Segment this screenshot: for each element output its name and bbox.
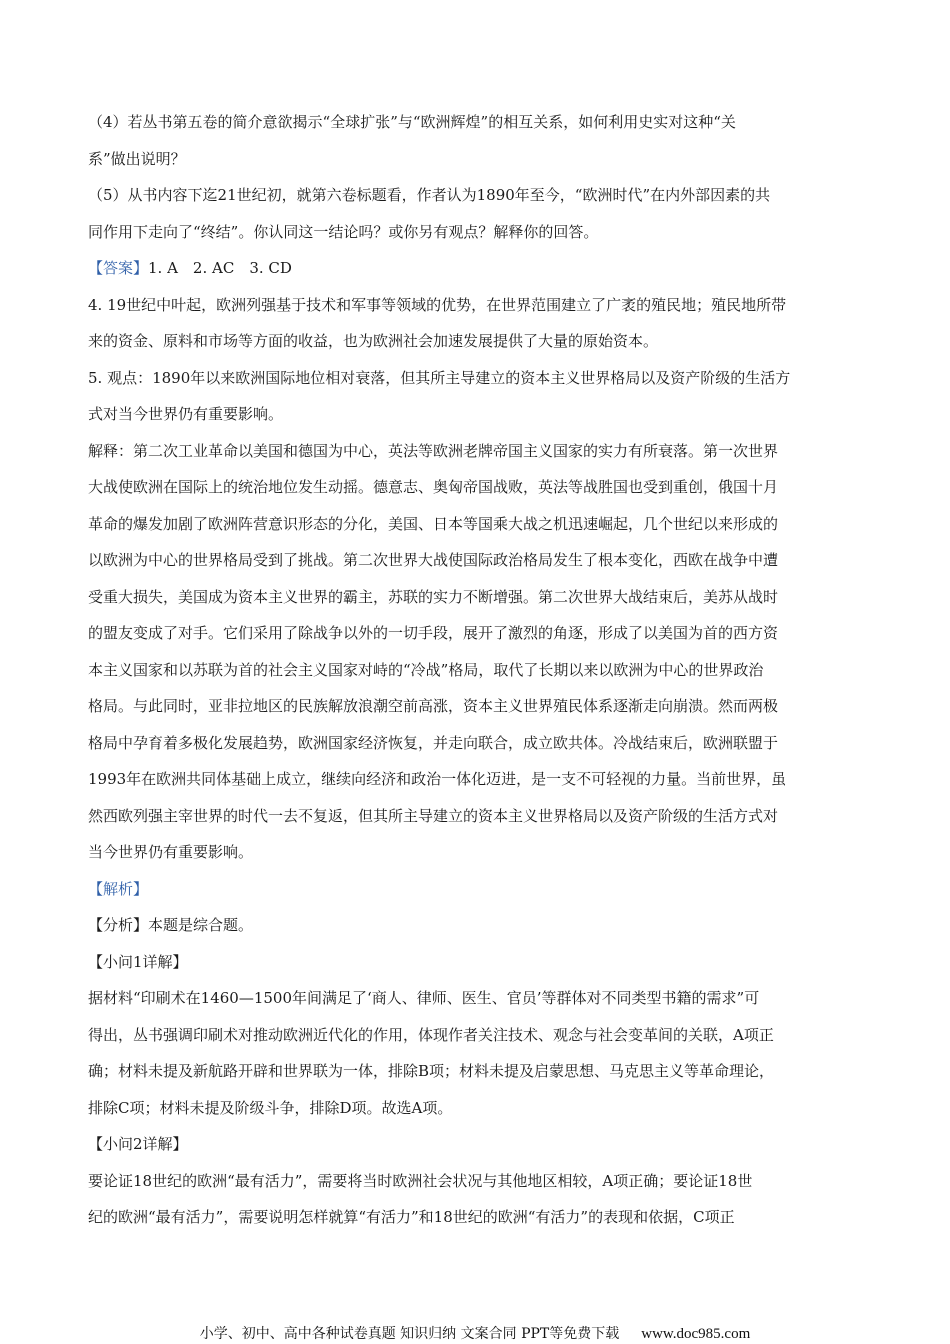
subquestion-2-heading: 【小问2详解】 <box>88 1135 188 1153</box>
answer-5-explain-line: 格局。与此同时，亚非拉地区的民族解放浪潮空前高涨，资本主义世界殖民体系逐渐走向崩溃。然而两极 <box>88 697 779 715</box>
question-5-line-1: （5）从书内容下迄21世纪初，就第六卷标题看，作者认为1890年至今，“欧洲时代”在内外部因素的共 <box>88 186 771 204</box>
document-body <box>88 104 864 1236</box>
answer-line <box>88 250 864 287</box>
answer-5-explain-line: 格局中孕育着多极化发展趋势，欧洲国家经济恢复，并走向联合，成立欧共体。冷战结束后，欧洲联盟于 <box>88 733 779 752</box>
answer-5-explain-line: 以欧洲为中心的世界格局受到了挑战。第二次世界大战使国际政治格局发生了根本变化，西欧在战争中遭 <box>88 551 779 569</box>
question-4-line-2: 系”做出说明？ <box>88 149 186 168</box>
subquestion-1-heading: 【小问1详解】 <box>88 952 188 971</box>
answer-5-explain-line: 的盟友变成了对手。它们采用了除战争以外的一切手段，展开了激烈的角逐，形成了以美国为首的西方资 <box>88 624 779 642</box>
subquestion-1-line: 排除C项；材料未提及阶级斗争，排除D项。故选A项。 <box>88 1098 453 1117</box>
analysis-tag: 【解析】 <box>88 879 149 898</box>
page-footer <box>0 1323 950 1343</box>
answer-5-explain-line: 然西欧列强主宰世界的时代一去不复返，但其所主导建立的资本主义世界格局以及资产阶级的生活方式对 <box>88 806 779 825</box>
answer-5-explain-line: 解释：第二次工业革命以美国和德国为中心，英法等欧洲老牌帝国主义国家的实力有所衰落。第一次世界 <box>88 441 779 460</box>
question-4-line-1: （4）若丛书第五卷的简介意欲揭示“全球扩张”与“欧洲辉煌”的相互关系，如何利用史实对这种“关 <box>88 113 736 131</box>
answer-5-explain-line: 革命的爆发加剧了欧洲阵营意识形态的分化，美国、日本等国乘大战之机迅速崛起，几个世纪以来形成的 <box>88 514 779 533</box>
answer-4-line: 来的资金、原料和市场等方面的收益，也为欧洲社会加速发展提供了大量的原始资本。 <box>88 332 659 350</box>
subquestion-1-line: 得出，丛书强调印刷术对推动欧洲近代化的作用，体现作者关注技术、观念与社会变革间的关联，A项正 <box>88 1025 774 1044</box>
answer-5-explain-line: 受重大损失，美国成为资本主义世界的霸主，苏联的实力不断增强。第二次世界大战结束后，美苏从战时 <box>88 587 779 606</box>
answer-tag: 【答案】 <box>88 259 149 277</box>
footer-url[interactable]: www.doc985.com <box>641 1326 751 1342</box>
answer-multiple-choice: 1. A 2. AC 3. CD <box>148 259 292 277</box>
answer-5-view-line: 式对当今世界仍有重要影响。 <box>88 405 284 423</box>
subquestion-1-line: 据材料“印刷术在1460—1500年间满足了‘商人、律师、医生、官员’等群体对不同类型书籍的需求”可 <box>88 989 760 1007</box>
answer-5-explain-line: 大战使欧洲在国际上的统治地位发生动摇。德意志、奥匈帝国战败，英法等战胜国也受到重创，俄国十月 <box>88 478 779 496</box>
subquestion-2-line: 要论证18世纪的欧洲“最有活力”，需要将当时欧洲社会状况与其他地区相较，A项正确；要论证18世 <box>88 1171 753 1190</box>
answer-5-explain-line: 1993年在欧洲共同体基础上成立，继续向经济和政治一体化迈进，是一支不可轻视的力量。当前世界，虽 <box>88 770 787 788</box>
answer-4-line: 4. 19世纪中叶起，欧洲列强基于技术和军事等领域的优势，在世界范围建立了广袤的殖民地；殖民地所带 <box>88 295 787 314</box>
answer-5-explain-line: 本主义国家和以苏联为首的社会主义国家对峙的“冷战”格局，取代了长期以来以欧洲为中心的世界政治 <box>88 660 764 679</box>
analysis-summary: 【分析】本题是综合题。 <box>88 916 254 934</box>
subquestion-1-line: 确；材料未提及新航路开辟和世界联为一体，排除B项；材料未提及启蒙思想、马克思主义等革命理论， <box>88 1062 775 1080</box>
answer-5-view-line: 5. 观点：1890年以来欧洲国际地位相对衰落，但其所主导建立的资本主义世界格局以及资产阶级的生活方 <box>88 368 791 387</box>
answer-5-explain-line: 当今世界仍有重要影响。 <box>88 843 254 861</box>
footer-text: 小学、初中、高中各种试卷真题 知识归纳 文案合同 PPT等免费下载 <box>199 1326 620 1342</box>
question-5-line-2: 同作用下走向了“终结”。你认同这一结论吗？或你另有观点？解释你的回答。 <box>88 222 599 241</box>
subquestion-2-line: 纪的欧洲“最有活力”，需要说明怎样就算“有活力”和18世纪的欧洲“有活力”的表现和依据，C项正 <box>88 1208 735 1226</box>
